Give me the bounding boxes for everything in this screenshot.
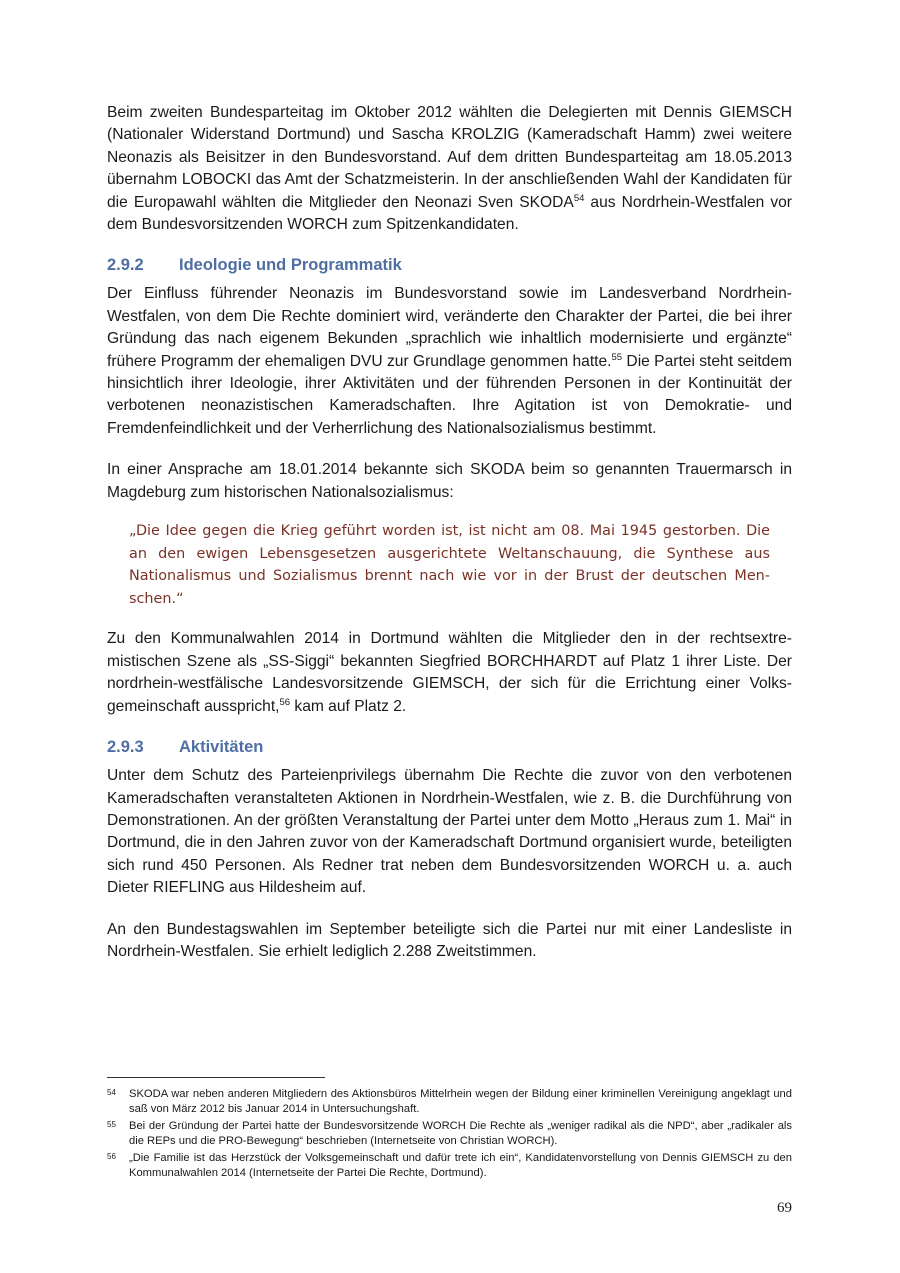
paragraph-bundestagswahlen: An den Bundestagswahlen im September beteiligte sich die Partei nur mit einer Landesliste in Nordrhein-Westfalen. Sie erhielt lediglich 2.288 Zweitstimmen. bbox=[107, 920, 792, 960]
footnote-ref-54[interactable]: 54 bbox=[573, 192, 585, 204]
footnote-divider bbox=[107, 1077, 325, 1078]
section-heading-ideologie bbox=[107, 254, 792, 276]
page-number: 69 bbox=[777, 1200, 792, 1216]
footnote-text: Bei der Gründung der Partei hatte der Bundesvorsitzende WORCH Die Rechte als „weniger radikal als die NPD“, aber „radikaler als die REPs und die PRO-Bewegung“ beschrieben (Internetseite von Christian WORCH). bbox=[129, 1120, 792, 1147]
footnote-text: „Die Familie ist das Herzstück der Volksgemeinschaft und dafür trete ich ein“, Kandidatenvorstellung von Dennis GIEMSCH zu den Kommunalwahlen 2014 (Internetseite der Partei Die Rechte, Dortmund). bbox=[129, 1152, 792, 1179]
section-number: 2.9.3 bbox=[107, 738, 144, 757]
footnote-number: 55 bbox=[107, 1120, 116, 1129]
paragraph-einfluss: Der Einfluss führender Neonazis im Bundesvorstand sowie im Landesverband Nordrhein-Westfalen, von dem Die Rechte dominiert wird, veränderte den Charakter der Partei, die bei ihrer Gründung das nach eigenem Bekunden „sprachlich wie inhaltlich modernisierte und ergänzte“ frühere Programm der ehemaligen DVU zur Grundlage genommen hatte.$^{55}$ Die Partei steht seitdem hinsichtlich ihrer Ideologie, ihrer Aktivitäten und der führenden Personen in der Kontinuität der verbotenen neonazistischen Kameradschaften. Ihre Agitation ist von Demokratie- und Fremdenfeindlichkeit und der Verherrlichung des Nationalsozialismus bestimmt. bbox=[107, 285, 792, 437]
section-number: 2.9.2 bbox=[107, 256, 144, 275]
footnote-55 bbox=[107, 1119, 792, 1149]
section-heading-aktivitaeten bbox=[107, 736, 792, 758]
footnote-54 bbox=[107, 1087, 792, 1117]
main-content bbox=[107, 102, 792, 963]
footnote-ref-55[interactable]: 55 bbox=[611, 351, 623, 363]
footnote-text: SKODA war neben anderen Mitgliedern des Aktionsbüros Mittelrhein wegen der Bildung einer kriminellen Vereinigung angeklagt und saß von März 2012 bis Januar 2014 in Untersuchungshaft. bbox=[129, 1088, 792, 1115]
section-title: Ideologie und Programmatik bbox=[179, 256, 402, 275]
section-title: Aktivitäten bbox=[179, 738, 264, 757]
paragraph-parteienprivileg: Unter dem Schutz des Parteienprivilegs übernahm Die Rechte die zuvor von den verbotenen Kameradschaften veranstalteten Aktionen in Nordrhein-Westfalen, wie z. B. die Durchführung von Demonstrationen. An der größten Veranstaltung der Partei unter dem Motto „Heraus zum 1. Mai“ in Dortmund, die in den Jahren zuvor von der Kameradschaft Dortmund organisiert wurde, beteiligten sich rund 450 Personen. Als Redner trat neben dem Bundesvorsitzenden WORCH u. a. auch Dieter RIEFLING aus Hildesheim auf. bbox=[107, 767, 792, 897]
footnotes bbox=[107, 1077, 792, 1183]
paragraph-bundesparteitag: Beim zweiten Bundesparteitag im Oktober 2012 wählten die Delegierten mit Dennis GIEMSCH (Nationaler Widerstand Dortmund) und Sascha KROLZIG (Kameradschaft Hamm) zwei weitere Neonazis als Beisitzer in den Bundesvorstand. Auf dem dritten Bundesparteitag am 18.05.2013 übernahm LOBOCKI das Amt der Schatzmeisterin. In der anschließenden Wahl der Kandidaten für die Europawahl wählten die Mitglieder den Neonazi Sven SKODA$^{54}$ aus Nordrhein-Westfalen vor dem Bundesvorsitzenden WORCH zum Spitzenkandidaten. bbox=[107, 104, 792, 234]
paragraph-kommunalwahlen: Zu den Kommunalwahlen 2014 in Dortmund wählten die Mitglieder den in der rechtsextremistischen Szene als „SS-Siggi“ bekannten Siegfried BORCHHARDT auf Platz 1 ihrer Liste. Der nordrhein-westfälische Landesvorsitzende GIEMSCH, der sich für die Errichtung einer Volksgemeinschaft ausspricht,$^{56}$ kam auf Platz 2. bbox=[107, 630, 792, 715]
footnote-number: 56 bbox=[107, 1152, 116, 1161]
footnote-number: 54 bbox=[107, 1088, 116, 1097]
footnote-56 bbox=[107, 1151, 792, 1181]
paragraph-ansprache: In einer Ansprache am 18.01.2014 bekannte sich SKODA beim so genannten Trauermarsch in Magdeburg zum historischen Nationalsozialismus: bbox=[107, 461, 792, 501]
quote-skoda: „Die Idee gegen die Krieg geführt worden ist, ist nicht am 08. Mai 1945 gestorben. Die an den ewigen Lebensgesetzen ausgerichtete Weltanschauung, die Synthese aus Nationalismus und Sozialismus brennt nach wie vor in der Brust der deutschen Menschen.“ bbox=[129, 523, 770, 607]
footnote-ref-56[interactable]: 56 bbox=[279, 696, 291, 708]
